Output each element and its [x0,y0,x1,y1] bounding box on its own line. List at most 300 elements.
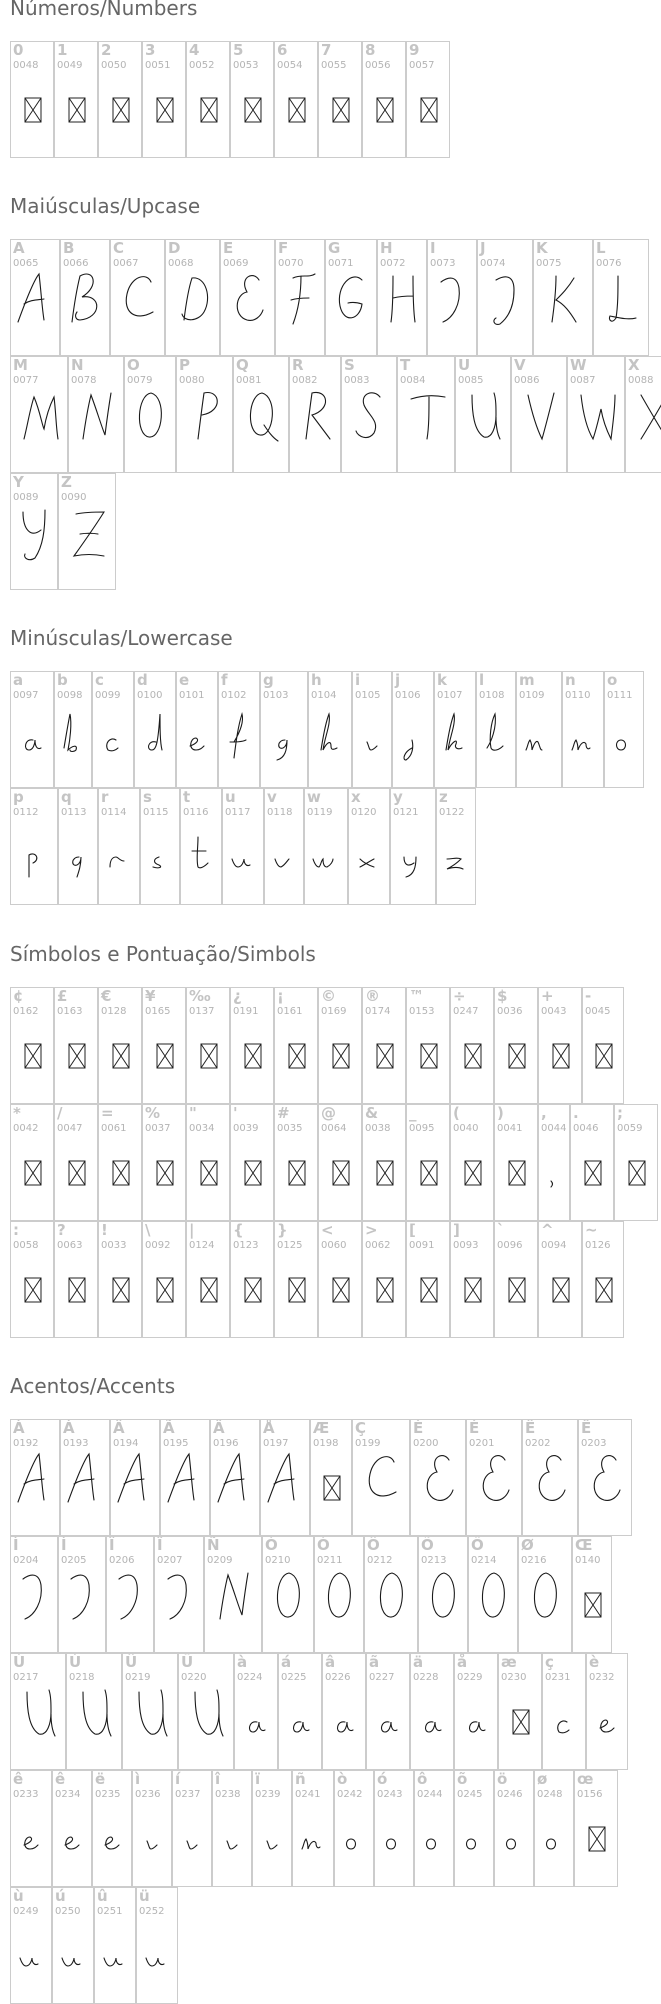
glyph-preview [231,72,274,158]
glyph-code-label: 0163 [57,1006,83,1017]
script-glyph-preview [72,274,97,322]
glyph-cell [10,1536,58,1653]
glyph-cell [186,1104,230,1221]
glyph-cell [318,1104,362,1221]
glyph-char-label: ô [417,1770,428,1788]
glyph-cell [274,41,318,158]
script-glyph-preview [387,1839,396,1849]
script-glyph-preview [250,1722,265,1732]
script-glyph-preview [168,1575,186,1619]
glyph-char-label: Œ [575,1536,593,1554]
glyph-char-label: ? [57,1221,66,1239]
glyph-cell [567,356,625,473]
script-glyph-preview [380,1573,402,1617]
missing-glyph-cross [333,1278,349,1302]
glyph-code-label: 0040 [453,1123,479,1134]
glyph-code-label: 0203 [581,1438,607,1449]
glyph-preview [512,387,567,473]
glyph-char-label: L [596,239,606,257]
glyph-char-label: m [519,671,535,689]
glyph-char-label: 5 [233,41,244,59]
glyph-cell [362,41,406,158]
glyph-char-label: ã [369,1653,380,1671]
glyph-preview [319,1252,362,1338]
glyph-preview [407,72,450,158]
glyph-char-label: 7 [321,41,332,59]
script-glyph-preview [494,277,514,325]
glyph-preview [55,72,98,158]
glyph-code-label: 0080 [179,375,205,386]
glyph-preview [263,1567,314,1653]
script-glyph-preview [71,1575,89,1619]
script-glyph-preview [65,1837,79,1849]
glyph-cell [494,1770,534,1887]
glyph-preview [231,1018,274,1104]
glyph-code-label: 0067 [113,258,139,269]
glyph-cell [454,1770,494,1887]
glyph-cell [397,356,455,473]
glyph-char-label: Å [263,1419,275,1437]
glyph-cell [377,239,427,356]
glyph-char-label: h [311,671,322,689]
script-glyph-preview [218,1454,244,1502]
script-glyph-preview [277,740,287,760]
glyph-cell [538,1104,570,1221]
glyph-char-label: æ [501,1653,517,1671]
glyph-code-label: 0089 [13,492,39,503]
glyph-code-label: 0113 [61,807,87,818]
glyph-code-label: 0241 [295,1789,321,1800]
glyph-cell [538,1221,582,1338]
glyph-code-label: 0244 [417,1789,443,1800]
glyph-code-label: 0055 [321,60,347,71]
glyph-code-label: 0045 [585,1006,611,1017]
glyph-char-label: @ [321,1104,336,1122]
glyph-preview [11,1918,52,2004]
missing-glyph-cross [421,98,437,122]
glyph-char-label: l [479,671,485,689]
glyph-cell [172,1770,212,1887]
script-glyph-preview [119,1575,137,1619]
glyph-code-label: 0109 [519,690,545,701]
glyph-char-label: ï [255,1770,261,1788]
glyph-code-label: 0227 [369,1672,395,1683]
glyph-preview [315,1567,364,1653]
glyph-char-label: ÷ [453,987,466,1005]
glyph-code-label: 0048 [13,60,39,71]
glyph-code-label: 0195 [163,1438,189,1449]
glyph-code-label: 0103 [263,690,289,701]
glyph-char-label: o [607,671,618,689]
glyph-preview [517,702,562,788]
section-title-accents: Acentos/Accents [10,1374,176,1398]
glyph-char-label: Ö [471,1536,484,1554]
script-glyph-preview [68,1454,94,1502]
glyph-preview [543,1684,586,1770]
script-glyph-preview [338,1722,353,1732]
missing-glyph-cross [289,1278,305,1302]
glyph-code-label: 0074 [480,258,506,269]
glyph-preview [55,1135,98,1221]
glyph-cell [98,987,142,1104]
glyph-cell [52,1887,94,2004]
glyph-preview [323,1684,366,1770]
glyph-code-label: 0236 [135,1789,161,1800]
glyph-cell [533,239,593,356]
glyph-code-label: 0248 [537,1789,563,1800]
missing-glyph-cross [245,1278,261,1302]
glyph-char-label: Ô [367,1536,380,1554]
glyph-code-label: 0084 [400,375,426,386]
glyph-preview [626,387,661,473]
glyph-code-label: 0066 [63,258,89,269]
glyph-preview [583,1252,624,1338]
glyph-char-label: 9 [409,41,420,59]
glyph-code-label: 0161 [277,1006,303,1017]
glyph-cell [204,1536,262,1653]
glyph-cell [124,356,176,473]
glyph-char-label: a [13,671,24,689]
glyph-char-label: | [189,1221,195,1239]
script-glyph-preview [26,740,41,750]
script-glyph-preview [551,1181,553,1187]
missing-glyph-cross [69,1161,85,1185]
glyph-char-label: ç [545,1653,554,1671]
glyph-char-label: t [183,788,191,806]
glyph-char-label: Õ [421,1536,434,1554]
glyph-char-label: 8 [365,41,376,59]
glyph-preview [155,1567,204,1653]
script-glyph-preview [313,859,333,867]
script-glyph-preview [572,740,590,750]
glyph-cell [494,987,538,1104]
glyph-preview [59,1567,106,1653]
glyph-cell [186,987,230,1104]
section-title-symbols: Símbolos e Pontuação/Simbols [10,942,316,966]
glyph-preview [61,270,110,356]
missing-glyph-cross [201,1044,217,1068]
glyph-code-label: 0093 [453,1240,479,1251]
glyph-code-label: 0037 [145,1123,171,1134]
script-glyph-preview [526,740,542,750]
script-glyph-preview [302,1839,320,1849]
glyph-char-label: Û [125,1653,138,1671]
glyph-cell [468,1536,518,1653]
glyph-preview [437,819,476,905]
glyph-cell [10,356,68,473]
glyph-preview [205,1567,262,1653]
glyph-preview [125,387,176,473]
glyph-char-label: g [263,671,274,689]
glyph-cell [318,987,362,1104]
glyph-code-label: 0123 [233,1240,259,1251]
glyph-cell [233,356,289,473]
glyph-code-label: 0251 [97,1906,123,1917]
glyph-preview [137,1918,178,2004]
glyph-char-label: ì [135,1770,141,1788]
missing-glyph-cross [69,1278,85,1302]
glyph-code-label: 0056 [365,60,391,71]
glyph-preview [173,1801,212,1887]
glyph-code-label: 0049 [57,60,83,71]
glyph-cell [450,987,494,1104]
glyph-preview [234,387,289,473]
script-glyph-preview [547,1839,556,1849]
glyph-code-label: 0038 [365,1123,391,1134]
glyph-char-label: È [413,1419,424,1437]
glyph-char-label: r [101,788,109,806]
glyph-char-label: R [292,356,304,374]
glyph-cell [318,1221,362,1338]
glyph-cell [325,239,377,356]
glyph-char-label: Ú [69,1653,82,1671]
glyph-cell [476,671,516,788]
glyph-char-label: 2 [101,41,112,59]
script-glyph-preview [360,859,374,867]
glyph-cell [54,1104,98,1221]
glyph-cell [10,41,54,158]
script-glyph-preview [74,512,104,556]
glyph-cell [586,1653,628,1770]
glyph-preview [261,702,308,788]
glyph-cell [274,987,318,1104]
script-glyph-preview [291,274,315,324]
glyph-cell [142,987,186,1104]
glyph-preview [99,1252,142,1338]
glyph-char-label: J [480,239,486,257]
glyph-cell [334,1770,374,1887]
glyph-code-label: 0212 [367,1555,393,1566]
glyph-cell [230,1104,274,1221]
script-glyph-preview [306,392,330,439]
glyph-cell [98,788,140,905]
glyph-preview [499,1684,542,1770]
glyph-char-label: n [565,671,576,689]
glyph-preview [275,1018,318,1104]
glyph-cell [593,239,649,356]
script-glyph-preview [149,714,162,750]
script-glyph-preview [609,276,636,321]
glyph-code-label: 0118 [267,807,293,818]
missing-glyph-cross [113,1278,129,1302]
glyph-char-label: , [541,1104,547,1122]
glyph-cell [511,356,567,473]
script-glyph-preview [617,740,626,750]
glyph-char-label: Î [109,1536,115,1554]
missing-glyph-cross [201,1278,217,1302]
script-glyph-preview [146,1958,164,1966]
glyph-cell [60,239,110,356]
missing-glyph-cross [69,1044,85,1068]
glyph-char-label: ~ [585,1221,598,1239]
glyph-code-label: 0094 [541,1240,567,1251]
glyph-char-label: œ [577,1770,594,1788]
glyph-code-label: 0087 [570,375,596,386]
glyph-code-label: 0206 [109,1555,135,1566]
glyph-cell [362,1104,406,1221]
script-glyph-preview [267,1841,277,1849]
glyph-preview [135,702,176,788]
glyph-code-label: 0117 [225,807,251,818]
glyph-char-label: s [143,788,152,806]
missing-glyph-cross [629,1161,645,1185]
glyph-char-label: q [61,788,72,806]
glyph-code-label: 0162 [13,1006,39,1017]
script-glyph-preview [356,393,380,438]
glyph-char-label: Ç [355,1419,367,1437]
glyph-cell [54,987,98,1104]
glyph-cell [406,987,450,1104]
glyph-code-label: 0191 [233,1006,259,1017]
missing-glyph-cross [333,1161,349,1185]
glyph-code-label: 0219 [125,1672,151,1683]
glyph-char-label: & [365,1104,379,1122]
glyph-code-label: 0035 [277,1123,303,1134]
glyph-code-label: 0201 [469,1438,495,1449]
script-glyph-preview [528,393,554,439]
glyph-char-label: ® [365,987,380,1005]
glyph-code-label: 0211 [317,1555,343,1566]
glyph-code-label: 0225 [281,1672,307,1683]
glyph-cell [390,788,436,905]
section-title-upcase: Maiúsculas/Upcase [10,194,201,218]
script-glyph-preview [427,1456,453,1501]
glyph-cell [52,1770,92,1887]
glyph-cell [264,788,304,905]
glyph-cell [10,987,54,1104]
glyph-char-label: ê [55,1770,66,1788]
glyph-preview [539,1135,570,1221]
glyph-preview [235,1684,278,1770]
missing-glyph-cross [596,1044,612,1068]
glyph-code-label: 0070 [278,258,304,269]
missing-glyph-cross [553,1278,569,1302]
glyph-code-label: 0116 [183,807,209,818]
glyph-char-label: ö [497,1770,508,1788]
glyph-char-label: f [221,671,228,689]
glyph-code-label: 0165 [145,1006,171,1017]
glyph-preview [587,1684,628,1770]
glyph-code-label: 0106 [395,690,421,701]
section-title-numbers: Números/Numbers [10,0,198,20]
glyph-preview [99,819,140,905]
glyph-char-label: B [63,239,75,257]
missing-glyph-cross [324,1476,340,1500]
glyph-code-label: 0085 [458,375,484,386]
glyph-cell [494,1221,538,1338]
missing-glyph-cross [465,1161,481,1185]
glyph-char-label: Ü [181,1653,194,1671]
glyph-preview [378,270,427,356]
glyph-char-label: c [95,671,104,689]
glyph-code-label: 0214 [471,1555,497,1566]
glyph-char-label: P [179,356,190,374]
glyph-char-label: . [573,1104,579,1122]
glyph-code-label: 0097 [13,690,39,701]
glyph-cell [477,239,533,356]
glyph-cell [142,1104,186,1221]
missing-glyph-cross [245,1161,261,1185]
glyph-code-label: 0047 [57,1123,83,1134]
missing-glyph-cross [585,1593,601,1617]
glyph-preview [61,1450,110,1536]
glyph-cell [275,239,325,356]
glyph-char-label: å [457,1653,468,1671]
missing-glyph-cross [157,1044,173,1068]
glyph-preview [11,387,68,473]
glyph-preview [456,387,511,473]
script-glyph-preview [126,277,153,316]
glyph-code-label: 0137 [189,1006,215,1017]
glyph-code-label: 0249 [13,1906,39,1917]
glyph-cell [260,671,308,788]
glyph-preview [435,702,476,788]
glyph-preview [55,1018,98,1104]
missing-glyph-cross [25,1044,41,1068]
glyph-code-label: 0104 [311,690,337,701]
glyph-code-label: 0041 [497,1123,523,1134]
glyph-code-label: 0061 [101,1123,127,1134]
missing-glyph-cross [201,98,217,122]
missing-glyph-cross [465,1044,481,1068]
script-glyph-preview [426,1722,441,1732]
script-glyph-preview [220,1573,248,1619]
glyph-cell [10,473,58,590]
glyph-char-label: # [277,1104,290,1122]
glyph-char-label: T [400,356,411,374]
glyph-cell [220,239,275,356]
glyph-cell [322,1653,366,1770]
glyph-preview [573,1567,612,1653]
glyph-preview [221,270,275,356]
glyph-cell [176,356,233,473]
glyph-code-label: 0239 [255,1789,281,1800]
glyph-char-label: ] [453,1221,460,1239]
glyph-code-label: 0043 [541,1006,567,1017]
glyph-code-label: 0234 [55,1789,81,1800]
glyph-cell [406,1221,450,1338]
script-glyph-preview [232,859,250,867]
glyph-preview [261,1450,310,1536]
glyph-code-label: 0198 [313,1438,339,1449]
glyph-cell [414,1770,454,1887]
script-glyph-preview [23,1575,41,1619]
missing-glyph-cross [157,98,173,122]
glyph-preview [141,819,180,905]
glyph-cell [134,671,176,788]
glyph-code-label: 0232 [589,1672,615,1683]
script-glyph-preview [507,1839,516,1849]
glyph-char-label: V [514,356,526,374]
glyph-code-label: 0090 [61,492,87,503]
glyph-code-label: 0071 [328,258,354,269]
glyph-cell [466,1419,522,1536]
glyph-preview [469,1567,518,1653]
glyph-code-label: 0069 [223,258,249,269]
missing-glyph-cross [245,1044,261,1068]
glyph-preview [133,1801,172,1887]
glyph-char-label: Á [63,1419,75,1437]
missing-glyph-cross [589,1827,605,1851]
glyph-char-label: j [395,671,401,689]
missing-glyph-cross [585,1161,601,1185]
glyph-preview [353,702,392,788]
glyph-code-label: 0095 [409,1123,435,1134]
script-glyph-preview [391,276,415,322]
glyph-cell [54,41,98,158]
glyph-preview [223,819,264,905]
glyph-char-label: ù [13,1887,24,1905]
